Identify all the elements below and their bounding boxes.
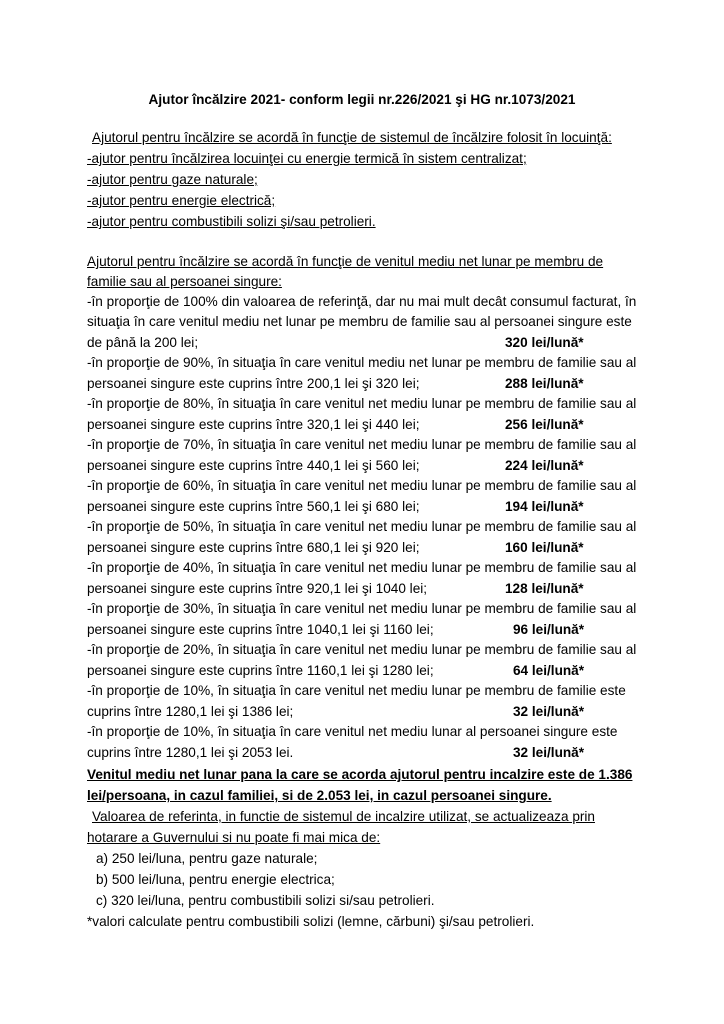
section1-intro: Ajutorul pentru încălzire se acordă în funcţie de sistemul de încălzire folosit în locuinţă:	[92, 130, 612, 145]
section2-intro: Ajutorul pentru încălzire se acordă în funcţie de venitul mediu net lunar pe membru de	[87, 254, 604, 269]
tier-text: cuprins între 1280,1 lei şi 2053 lei.	[87, 745, 294, 760]
reference-item: a) 250 lei/luna, pentru gaze naturale;	[96, 851, 318, 866]
tier-text: persoanei singure este cuprins între 1160,1 lei şi 1280 lei;	[87, 663, 434, 678]
tier-text: -în proporţie de 10%, în situaţia în care venitul net mediu lunar al persoanei singure este	[87, 724, 618, 739]
tier-amount: 128 lei/lună*	[505, 581, 584, 596]
tier-text: persoanei singure este cuprins între 560,1 lei şi 680 lei;	[87, 499, 420, 514]
tier-text: -în proporţie de 90%, în situaţia în care venitul mediu net lunar pe membru de familie sau al	[87, 355, 637, 370]
tier-text: persoanei singure este cuprins între 440,1 lei şi 560 lei;	[87, 458, 420, 473]
tier-text: -în proporţie de 20%, în situaţia în care venitul net mediu lunar pe membru de familie sau al	[87, 642, 637, 657]
reference-intro: hotarare a Guvernului si nu poate fi mai mica de:	[87, 830, 381, 845]
reference-intro: Valoarea de referinta, in functie de sistemul de incalzire utilizat, se actualizeaza prin	[92, 809, 595, 824]
tier-text: persoanei singure este cuprins între 680,1 lei şi 920 lei;	[87, 540, 420, 555]
tier-amount: 288 lei/lună*	[505, 376, 584, 391]
tier-amount: 96 lei/lună*	[513, 622, 585, 637]
tier-amount: 64 lei/lună*	[513, 663, 585, 678]
tier-amount: 224 lei/lună*	[505, 458, 584, 473]
income-threshold-note: Venitul mediu net lunar pana la care se acorda ajutorul pentru incalzire este de 1.386	[87, 767, 633, 782]
income-threshold-note: lei/persoana, in cazul familiei, si de 2.053 lei, in cazul persoanei singure.	[87, 788, 552, 803]
tier-amount: 194 lei/lună*	[505, 499, 584, 514]
tier-text: -în proporţie de 60%, în situaţia în care venitul net mediu lunar pe membru de familie sau al	[87, 478, 637, 493]
tier-text: persoanei singure este cuprins între 920,1 lei şi 1040 lei;	[87, 581, 428, 596]
section2-intro: familie sau al persoanei singure:	[87, 274, 282, 289]
tier-text: situaţia în care venitul mediu net lunar pe membru de familie sau al persoanei singure este	[87, 314, 632, 329]
tier-text: persoanei singure este cuprins între 320,1 lei şi 440 lei;	[87, 417, 420, 432]
tier-text: -în proporţie de 70%, în situaţia în care venitul net mediu lunar pe membru de familie sau al	[87, 437, 637, 452]
footnote: *valori calculate pentru combustibili solizi (lemne, cărbuni) şi/sau petrolieri.	[87, 914, 535, 929]
section1-item: -ajutor pentru gaze naturale;	[87, 172, 258, 187]
document-title: Ajutor încălzire 2021- conform legii nr.226/2021 şi HG nr.1073/2021	[148, 92, 576, 107]
tier-text: -în proporţie de 40%, în situaţia în care venitul net mediu lunar pe membru de familie sau al	[87, 560, 637, 575]
section1-item: -ajutor pentru combustibili solizi şi/sau petrolieri.	[87, 214, 376, 229]
tier-text: persoanei singure este cuprins între 200,1 lei şi 320 lei;	[87, 376, 420, 391]
tier-text: -în proporţie de 30%, în situaţia în care venitul net mediu lunar pe membru de familie sau al	[87, 601, 637, 616]
reference-item: c) 320 lei/luna, pentru combustibili solizi si/sau petrolieri.	[96, 893, 435, 908]
tier-text: -în proporţie de 50%, în situaţia în care venitul net mediu lunar pe membru de familie sau al	[87, 519, 637, 534]
section1-item: -ajutor pentru energie electrică;	[87, 193, 276, 208]
tier-text: -în proporţie de 10%, în situaţia în care venitul net mediu lunar pe membru de familie este	[87, 683, 626, 698]
tier-amount: 256 lei/lună*	[505, 417, 584, 432]
tier-text: -în proporţie de 100% din valoarea de referinţă, dar nu mai mult decât consumul facturat, în	[87, 294, 637, 309]
tier-amount: 320 lei/lună*	[505, 335, 584, 350]
tier-amount: 160 lei/lună*	[505, 540, 584, 555]
reference-item: b) 500 lei/luna, pentru energie electrica;	[96, 872, 335, 887]
tier-text: de până la 200 lei;	[87, 335, 199, 350]
tier-amount: 32 lei/lună*	[513, 704, 585, 719]
tier-text: persoanei singure este cuprins între 1040,1 lei şi 1160 lei;	[87, 622, 434, 637]
tier-amount: 32 lei/lună*	[513, 745, 585, 760]
tier-text: cuprins între 1280,1 lei şi 1386 lei;	[87, 704, 294, 719]
section1-item: -ajutor pentru încălzirea locuinţei cu energie termică în sistem centralizat;	[87, 151, 527, 166]
tier-text: -în proporţie de 80%, în situaţia în care venitul net mediu lunar pe membru de familie sau al	[87, 396, 637, 411]
